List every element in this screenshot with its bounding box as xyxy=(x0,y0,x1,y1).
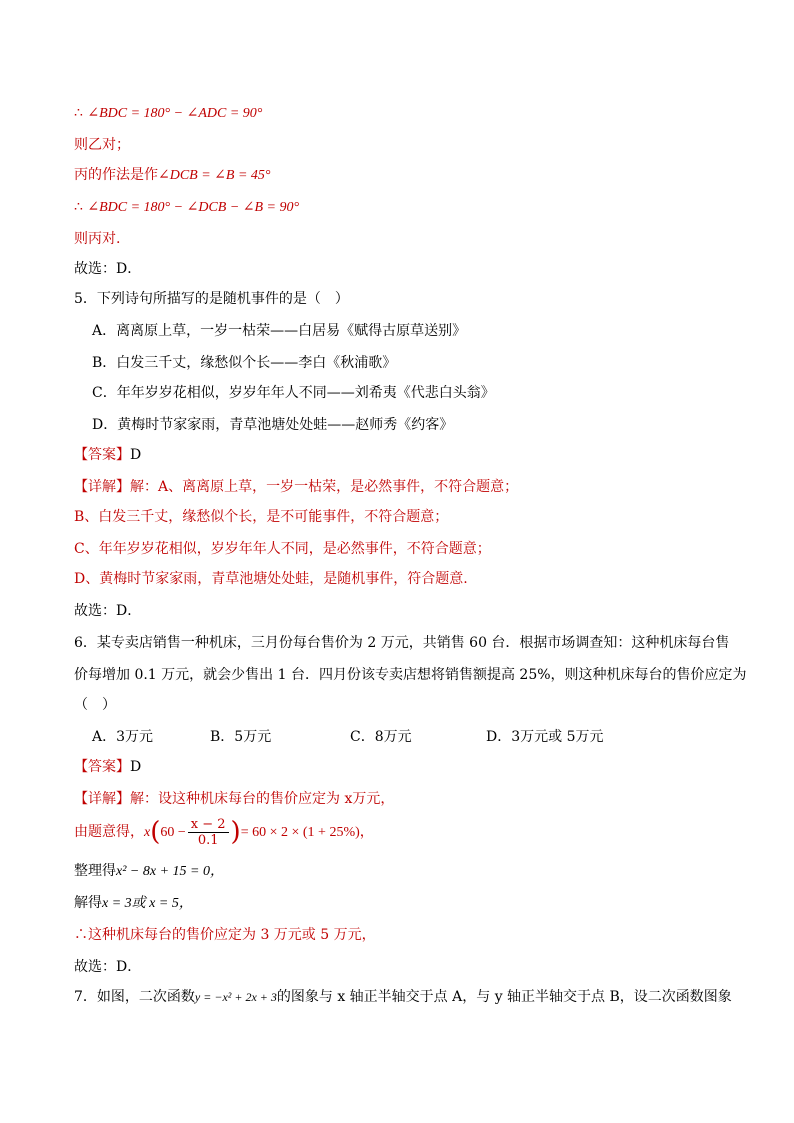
q6-stem-line-1: 6．某专卖店销售一种机床，三月份每台售价为 2 万元，共销售 60 台．根据市场调查知：这种机床每台售 xyxy=(74,635,730,651)
answer-tag: 【答案】 xyxy=(74,759,130,775)
q5-option-c: C．年年岁岁花相似，岁岁年年人不同——刘希夷《代悲白头翁》 xyxy=(92,385,495,401)
q6-stem-line-3: （ ） xyxy=(74,697,116,713)
q5-detail-line-2: B、白发三千丈，缘愁似个长，是不可能事件，不符合题意； xyxy=(74,509,449,525)
q6-option-a: A．3万元 xyxy=(92,729,154,745)
q5-option-a: A．离离原上草，一岁一枯荣——白居易《赋得古原草送别》 xyxy=(92,323,467,339)
q6-result: ∴这种机床每台的售价应定为 3 万元或 5 万元， xyxy=(74,927,376,943)
proof-line-bdc-dcb: ∴ ∠BDC = 180° − ∠DCB − ∠B = 90° xyxy=(74,199,300,215)
q6-equation: 由题意得，x(60 − $\frac{x - 2}{0.1}$ )= 60 × 2 × (1 + 25%)， xyxy=(74,816,374,848)
q5-conclusion: 故选：D． xyxy=(74,603,142,619)
q5-detail-line-3: C、年年岁岁花相似，岁岁年年人不同，是必然事件，不符合题意； xyxy=(74,541,491,557)
q6-option-c: C．8万元 xyxy=(350,729,412,745)
proof-line-yi-correct: 则乙对； xyxy=(74,137,130,153)
q5-option-b: B．白发三千丈，缘愁似个长——李白《秋浦歌》 xyxy=(92,355,397,371)
q5-detail-line-4: D、黄梅时节家家雨，青草池塘处处蛙，是随机事件，符合题意. xyxy=(74,571,468,587)
detail-tag: 【详解】 xyxy=(74,791,130,807)
q6-options xyxy=(92,728,692,746)
q6-solve: 解得x = 3或 x = 5， xyxy=(74,895,193,911)
proof-line-bing-correct: 则丙对. xyxy=(74,231,121,247)
q6-simplify: 整理得x² − 8x + 15 = 0， xyxy=(74,863,224,879)
proof-line-bdc-adc: ∴ ∠BDC = 180° − ∠ADC = 90° xyxy=(74,105,263,121)
fraction: $\frac{x - 2}{0.1}$ xyxy=(188,817,229,848)
q5-detail-line-1: 【详解】解：A、离离原上草，一岁一枯荣，是必然事件，不符合题意； xyxy=(74,479,519,495)
q6-answer: 【答案】D xyxy=(74,759,142,775)
q5-stem: 5．下列诗句所描写的是随机事件的是（ ） xyxy=(74,291,349,307)
q7-stem: 7．如图，二次函数y = −x² + 2x + 3的图象与 x 轴正半轴交于点 A，与 y 轴正半轴交于点 B，设二次函数图象 xyxy=(74,989,732,1005)
q5-option-d: D．黄梅时节家家雨，青草池塘处处蛙——赵师秀《约客》 xyxy=(92,417,454,433)
q5-answer: 【答案】D xyxy=(74,447,142,463)
detail-tag: 【详解】 xyxy=(74,479,130,495)
q6-detail-line-1: 【详解】解：设这种机床每台的售价应定为 x万元， xyxy=(74,791,395,807)
q6-stem-line-2: 价每增加 0.1 万元，就会少售出 1 台．四月份该专卖店想将销售额提高 25%，则这种机床每台的售价应定为 xyxy=(74,667,747,683)
proof-line-bing-method: 丙的作法是作∠DCB = ∠B = 45° xyxy=(74,167,271,183)
q4-conclusion: 故选：D． xyxy=(74,261,142,277)
answer-tag: 【答案】 xyxy=(74,447,130,463)
q6-option-d: D．3万元或 5万元 xyxy=(486,729,604,745)
q6-option-b: B．5万元 xyxy=(210,729,272,745)
q6-conclusion: 故选：D． xyxy=(74,959,142,975)
